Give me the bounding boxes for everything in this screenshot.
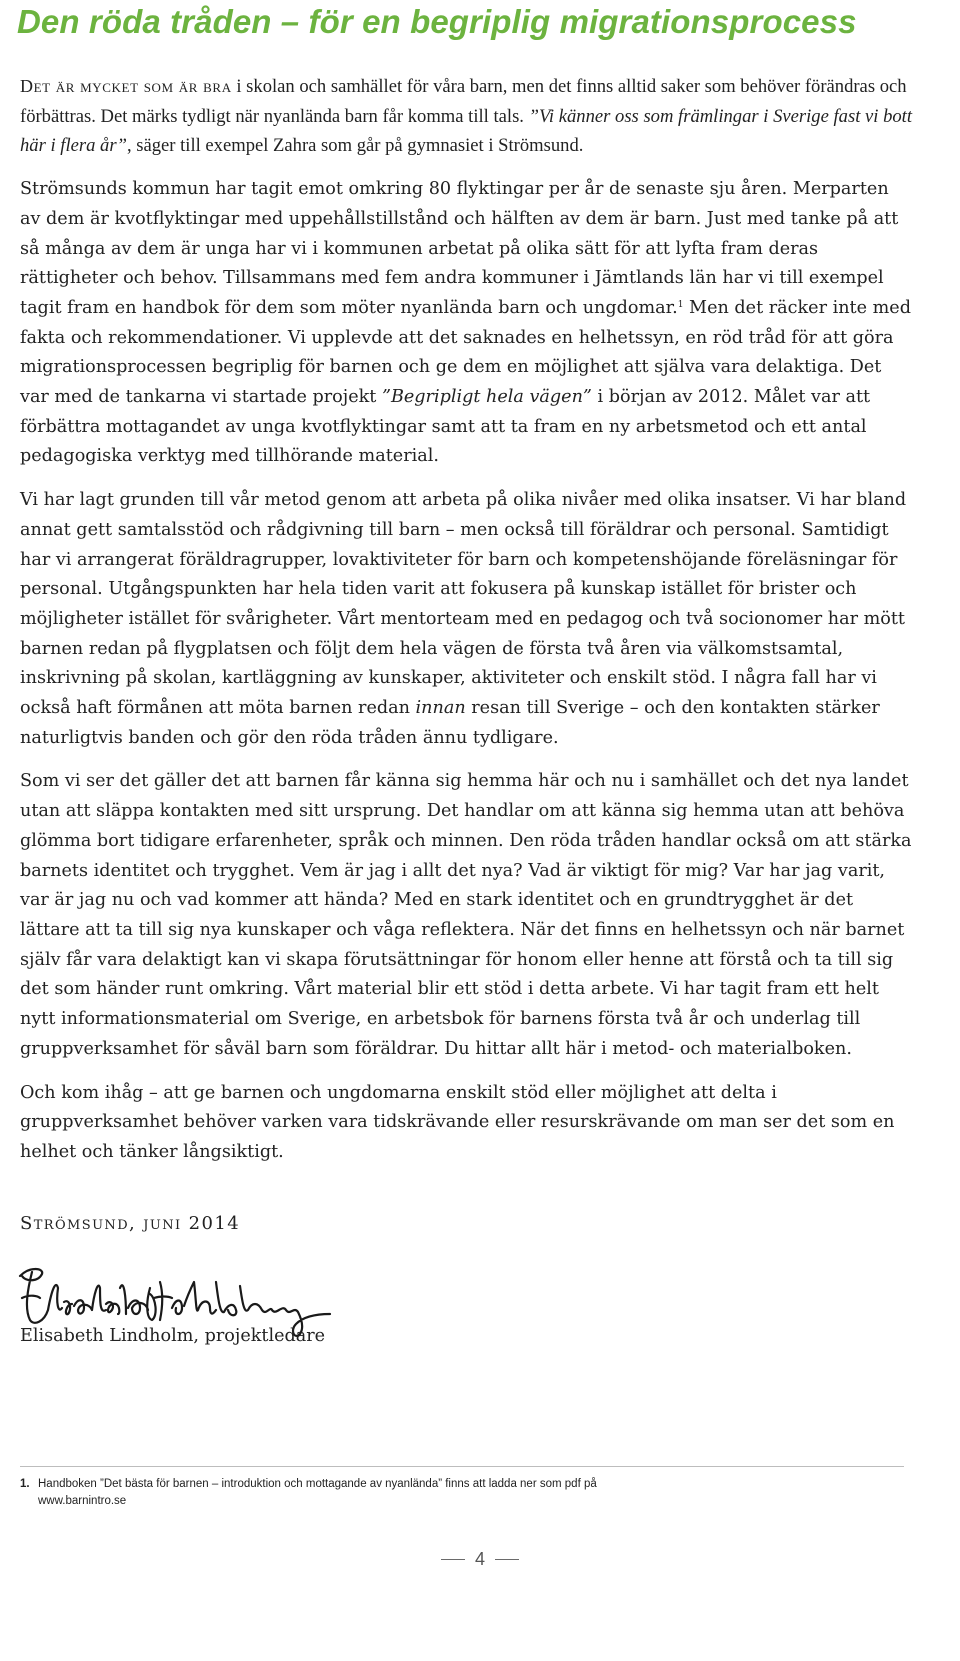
footnote-text: Handboken ”Det bästa för barnen – introduktion och mottagande av nyanlända” finns att ladda ner som pdf på xyxy=(38,1478,597,1490)
emphasis-innan: innan xyxy=(415,698,466,719)
paragraph-4: Som vi ser det gäller det att barnen får känna sig hemma här och nu i samhället och det nya landet utan att släppa kontakten med sitt ursprung. Det handlar om att känna sig hemma utan att behöva glömma bort tidigare erfarenheter, språk och minnen. Den röda tråden handlar också om att stärka barnets identitet och trygghet. Vem är jag i allt det nya? Vad är viktigt för mig? Var har jag varit, var är jag nu och vad kommer att hända? Med en stark identitet och en grundtrygghet är det lättare att ta till sig nya kunskaper och våga reflektera. När det finns en helhetssyn och när barnet själv får vara delaktigt kan vi skapa förutsättningar för honom eller henne att förstå och ta till sig det som händer runt omkring. Vårt material blir ett stöd i detta arbete. Vi har tagit fram ett helt nytt informationsmaterial om Sverige, en arbetsbok för barnens första två år och underlag till gruppverksamhet för såväl barn som föräldrar. Du hittar allt här i metod- och materialboken. xyxy=(20,771,912,1059)
footnote xyxy=(20,1476,880,1510)
lead-in-small-caps: Det är mycket som är bra xyxy=(20,76,232,96)
body-text xyxy=(20,72,912,1182)
paragraph-2: Strömsunds kommun har tagit emot omkring 80 flyktingar per år de senaste sju åren. Merparten av dem är kvotflyktingar med uppehållstillstånd och hälften av dem är barn. Just med tanke på att så många av dem är unga har vi i kommunen arbetat på olika sätt för att lyfta fram deras rättigheter och behov. Tillsammans med fem andra kommuner i Jämtlands län har vi till exempel tagit fram en handbok för dem som möter nyanlända barn och ungdomar.$^1$ Men det räcker inte med fakta och rekommendationer. Vi upplevde att det saknades en helhetssyn, en röd tråd för att göra migrationsprocessen begriplig för barnen och ge dem en möjlighet att själva vara delaktiga. Det var med de tankarna vi startade projekt ”Begripligt hela vägen” i början av 2012. Målet var att förbättra mottagandet av unga kvotflyktingar samt att ta fram en ny arbetsmetod och ett antal pedagogiska verktyg med tillhörande material. xyxy=(20,179,911,467)
page-number-dash-right xyxy=(495,1559,519,1560)
signer-name-title: Elisabeth Lindholm, projektledare xyxy=(20,1326,326,1346)
zahra-quote: ”Vi känner oss som främlingar i Sverige fast vi bott här i flera år” xyxy=(20,105,913,157)
footnote-divider xyxy=(20,1466,904,1467)
page-title: Den röda tråden – för en begriplig migrationsprocess xyxy=(17,3,857,40)
footnote-number: 1. xyxy=(20,1478,30,1490)
project-name: ”Begripligt hela vägen” xyxy=(381,387,592,408)
page-number-block xyxy=(420,1544,540,1574)
paragraph-5: Och kom ihåg – att ge barnen och ungdomarna enskilt stöd eller möjlighet att delta i gruppverksamhet behöver varken vara tidskrävande eller resurskrävande om man ser det som en helhet och tänker långsiktigt. xyxy=(20,1082,895,1162)
footnote-link[interactable]: www.barnintro.se xyxy=(38,1495,127,1507)
place-and-date: Strömsund, juni 2014 xyxy=(20,1213,241,1234)
page-number: 4 xyxy=(474,1548,485,1569)
footnote-reference[interactable]: 1 xyxy=(677,299,684,310)
page-number-dash-left xyxy=(441,1559,465,1560)
paragraph-1: Det är mycket som är bra i skolan och samhället för våra barn, men det finns alltid saker som behöver förändras och förbättras. Det märks tydligt när nyanlända barn får komma till tals. ”Vi känner oss som främlingar i Sverige fast vi bott här i flera år”, säger till exempel Zahra som går på gymnasiet i Strömsund. xyxy=(20,76,913,157)
paragraph-3: Vi har lagt grunden till vår metod genom att arbeta på olika nivåer med olika insatser. Vi har bland annat gett samtalsstöd och rådgivning till barn – men också till föräldrar och personal. Samtidigt har vi arrangerat föräldragrupper, lovaktiviteter för barn och kompetenshöjande föreläsningar för personal. Utgångspunkten har hela tiden varit att fokusera på kunskap istället för brister och möjligheter istället för svårigheter. Vårt mentorteam med en pedagog och två socionomer har mött barnen redan på flygplatsen och följt dem hela vägen de första två åren via välkomstsamtal, inskrivning på skolan, kartläggning av kunskaper, aktiviteter och enskilt stöd. I några fall har vi också haft förmånen att möta barnen redan innan resan till Sverige – och den kontakten stärker naturligtvis banden och gör den röda tråden ännu tydligare. xyxy=(20,490,907,748)
